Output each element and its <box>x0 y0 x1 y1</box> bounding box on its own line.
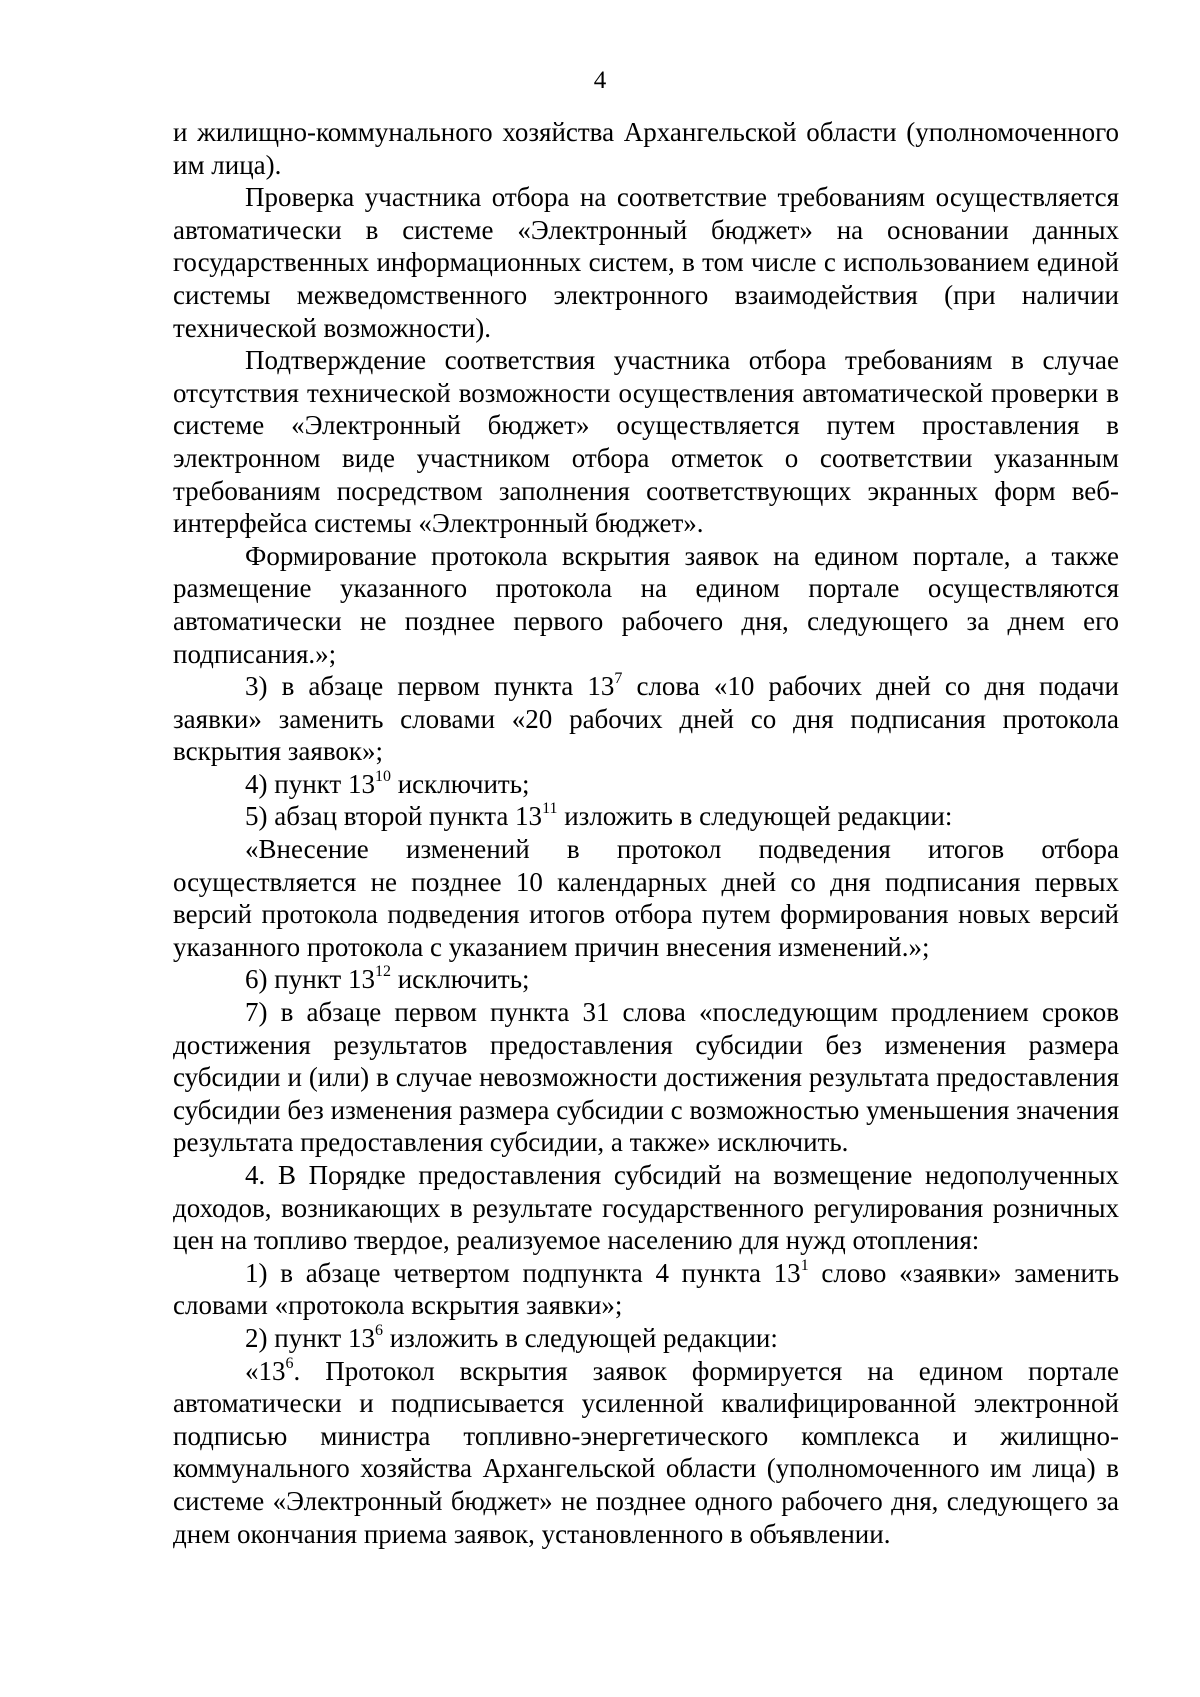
page-number: 4 <box>593 67 607 94</box>
paragraph-12 <box>173 1257 1119 1322</box>
superscript-index: 6 <box>374 1321 383 1339</box>
paragraph-11 <box>173 1159 1119 1257</box>
paragraph-text: 2) пункт 13 <box>245 1322 375 1353</box>
paragraph-text: «Внесение изменений в протокол подведения итогов отбора осуществляется не позднее 10 календарных дней со дня подписания первых версий протокола подведения итогов отбора путем формирования новых версий указанного протокола с указанием причин внесения изменений.»; <box>173 834 1119 962</box>
paragraph-text: исключить; <box>390 964 530 995</box>
paragraph-13 <box>173 1322 1119 1355</box>
paragraph-6 <box>173 768 1119 801</box>
paragraph-text: изложить в следующей редакции: <box>557 801 953 832</box>
superscript-index: 6 <box>285 1354 294 1372</box>
paragraph-text: . Протокол вскрытия заявок формируется на едином портале автоматически и подписывается усиленной квалифицированной электронной подписью министра топливно-энергетического комплекса и жилищно-коммунального хозяйства Архангельской области (уполномоченного им лица) в системе «Электронный бюджет» не позднее одного рабочего дня, следующего за днем окончания приема заявок, установленного в объявлении. <box>173 1355 1119 1549</box>
superscript-index: 1 <box>800 1256 809 1274</box>
paragraph-text: Формирование протокола вскрытия заявок на едином портале, а также размещение указанного протокола на едином портале осуществляются автоматически не позднее первого рабочего дня, следующего за днем его подписания.»; <box>173 540 1119 669</box>
paragraph-text: 5) абзац второй пункта 13 <box>245 801 543 832</box>
paragraph-4 <box>173 540 1119 670</box>
paragraph-1 <box>173 116 1119 181</box>
paragraph-text: 7) в абзаце первом пункта 31 слова «последующим продлением сроков достижения результатов предоставления субсидии без изменения размера субсидии и (или) в случае невозможности достижения результата предоставления субсидии без изменения размера субсидии с возможностью уменьшения значения результата предоставления субсидии, а также» исключить. <box>173 997 1119 1158</box>
superscript-index: 7 <box>614 670 623 688</box>
paragraph-text: 1) в абзаце четвертом подпункта 4 пункта 13 <box>245 1257 801 1288</box>
paragraph-text: слово «заявки» заменить словами «протокола вскрытия заявки»; <box>173 1257 1120 1321</box>
superscript-index: 11 <box>542 800 558 818</box>
paragraph-text: Подтверждение соответствия участника отбора требованиям в случае отсутствия технической возможности осуществления автоматической проверки в системе «Электронный бюджет» осуществляется путем проставления в электронном виде участником отбора отметок о соответствии указанным требованиям посредством заполнения соответствующих экранных форм веб-интерфейса системы «Электронный бюджет». <box>173 345 1119 539</box>
paragraph-3 <box>173 344 1119 540</box>
superscript-index: 10 <box>374 767 391 785</box>
paragraph-10 <box>173 996 1119 1159</box>
superscript-index: 12 <box>374 963 391 981</box>
paragraph-text: слова «10 рабочих дней со дня подачи заявки» заменить словами «20 рабочих дней со дня подписания протокола вскрытия заявок»; <box>173 671 1119 767</box>
paragraph-7 <box>173 800 1119 833</box>
document-body <box>173 116 1119 1550</box>
paragraph-text: и жилищно-коммунального хозяйства Архангельской области (уполномоченного им лица). <box>173 117 1119 180</box>
paragraph-text: изложить в следующей редакции: <box>382 1322 778 1353</box>
paragraph-text: «13 <box>245 1355 286 1386</box>
paragraph-9 <box>173 963 1119 996</box>
paragraph-text: Проверка участника отбора на соответствие требованиям осуществляется автоматически в системе «Электронный бюджет» на основании данных государственных информационных систем, в том числе с использованием единой системы межведомственного электронного взаимодействия (при наличии технической возможности). <box>173 182 1119 343</box>
paragraph-text: 4) пункт 13 <box>245 768 375 799</box>
paragraph-8 <box>173 833 1119 963</box>
paragraph-text: исключить; <box>390 768 530 799</box>
paragraph-text: 3) в абзаце первом пункта 13 <box>245 671 615 702</box>
paragraph-14 <box>173 1355 1119 1551</box>
paragraph-5 <box>173 670 1119 768</box>
paragraph-text: 4. В Порядке предоставления субсидий на возмещение недополученных доходов, возникающих в результате государственного регулирования розничных цен на топливо твердое, реализуемое населению для нужд отопления: <box>173 1160 1119 1256</box>
paragraph-2 <box>173 181 1119 344</box>
paragraph-text: 6) пункт 13 <box>245 964 375 995</box>
